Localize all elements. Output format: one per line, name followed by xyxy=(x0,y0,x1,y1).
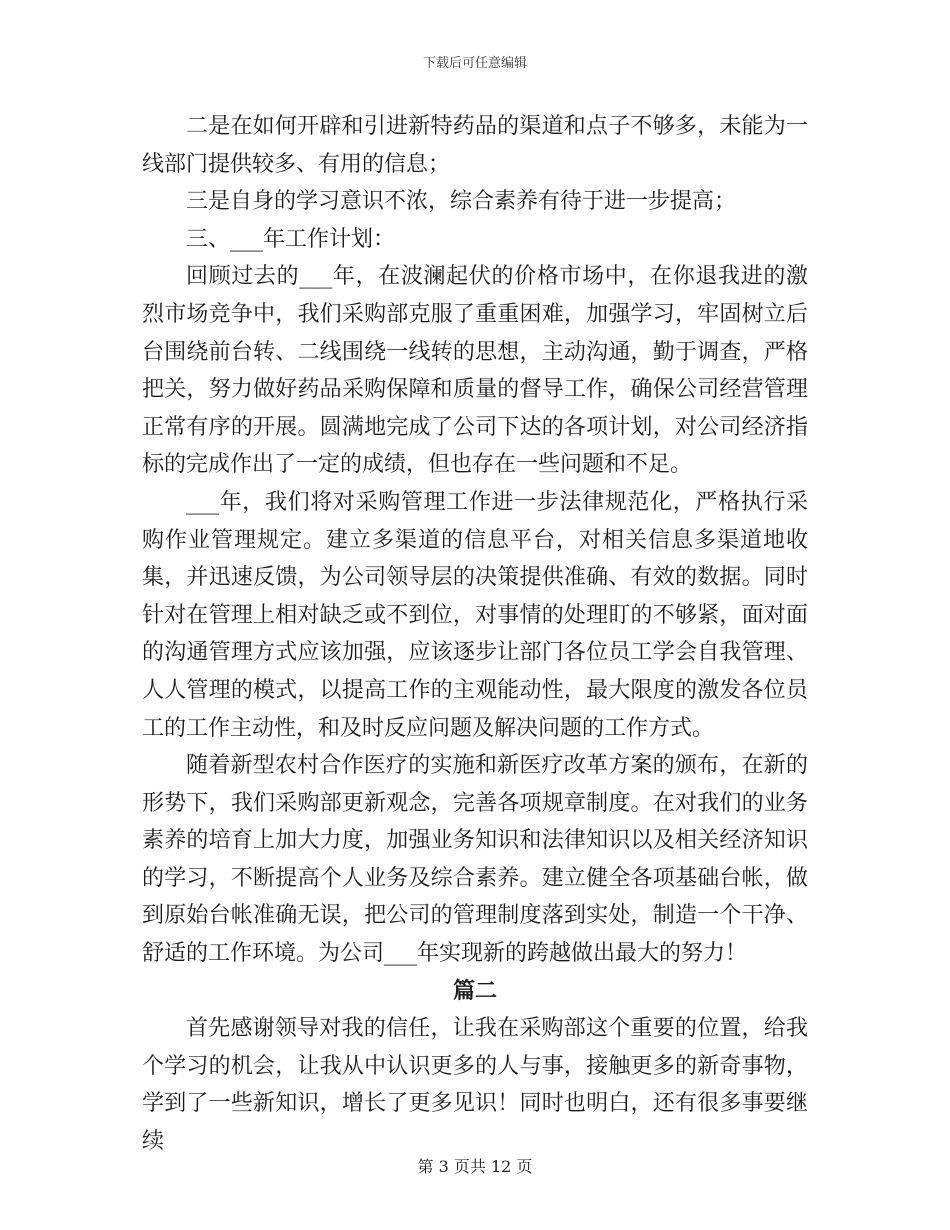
paragraph: 二是在如何开辟和引进新特药品的渠道和点子不够多，未能为一线部门提供较多、有用的信息； xyxy=(142,114,808,177)
paragraph: 首先感谢领导对我的信任，让我在采购部这个重要的位置，给我个学习的机会，让我从中认识更多的人与事，接触更多的新奇事物，学到了一些新知识，增长了更多见识！同时也明白，还有很多事要继续 xyxy=(142,1016,808,1155)
page-header-note: 下载后可任意编辑 xyxy=(422,56,527,71)
paragraph: ___年，我们将对采购管理工作进一步法律规范化，严格执行采购作业管理规定。建立多渠道的信息平台，对相关信息多渠道地收集，并迅速反馈，为公司领导层的决策提供准确、有效的数据。同时针对在管理上相对缺乏或不到位，对事情的处理盯的不够紧，面对面的沟通管理方式应该加强，应该逐步让部门各位员工学会自我管理、人人管理的模式，以提高工作的主观能动性，最大限度的激发各位员工的工作主动性，和及时反应问题及解决问题的工作方式。 xyxy=(142,489,808,741)
page-number-footer: 第 3 页共 12 页 xyxy=(417,1157,533,1176)
paragraph: 回顾过去的___年，在波澜起伏的价格市场中，在你退我进的激烈市场竞争中，我们采购部克服了重重困难，加强学习，牢固树立后台围绕前台转、二线围绕一线转的思想，主动沟通，勤于调查，严格把关，努力做好药品采购保障和质量的督导工作，确保公司经营管理正常有序的开展。圆满地完成了公司下达的各项计划，对公司经济指标的完成作出了一定的成绩，但也存在一些问题和不足。 xyxy=(142,264,808,478)
paragraph: 三是自身的学习意识不浓，综合素养有待于进一步提高； xyxy=(186,189,737,215)
section-heading: 篇二 xyxy=(452,978,497,1004)
paragraph: 三、___年工作计划： xyxy=(186,226,396,252)
document-body xyxy=(142,108,808,1161)
paragraph: 随着新型农村合作医疗的实施和新医疗改革方案的颁布，在新的形势下，我们采购部更新观念，完善各项规章制度。在对我们的业务素养的培育上加大力度，加强业务知识和法律知识以及相关经济知识的学习，不断提高个人业务及综合素养。建立健全各项基础台帐，做到原始台帐准确无误，把公司的管理制度落到实处，制造一个干净、舒适的工作环境。为公司___年实现新的跨越做出最大的努力！ xyxy=(142,753,808,967)
